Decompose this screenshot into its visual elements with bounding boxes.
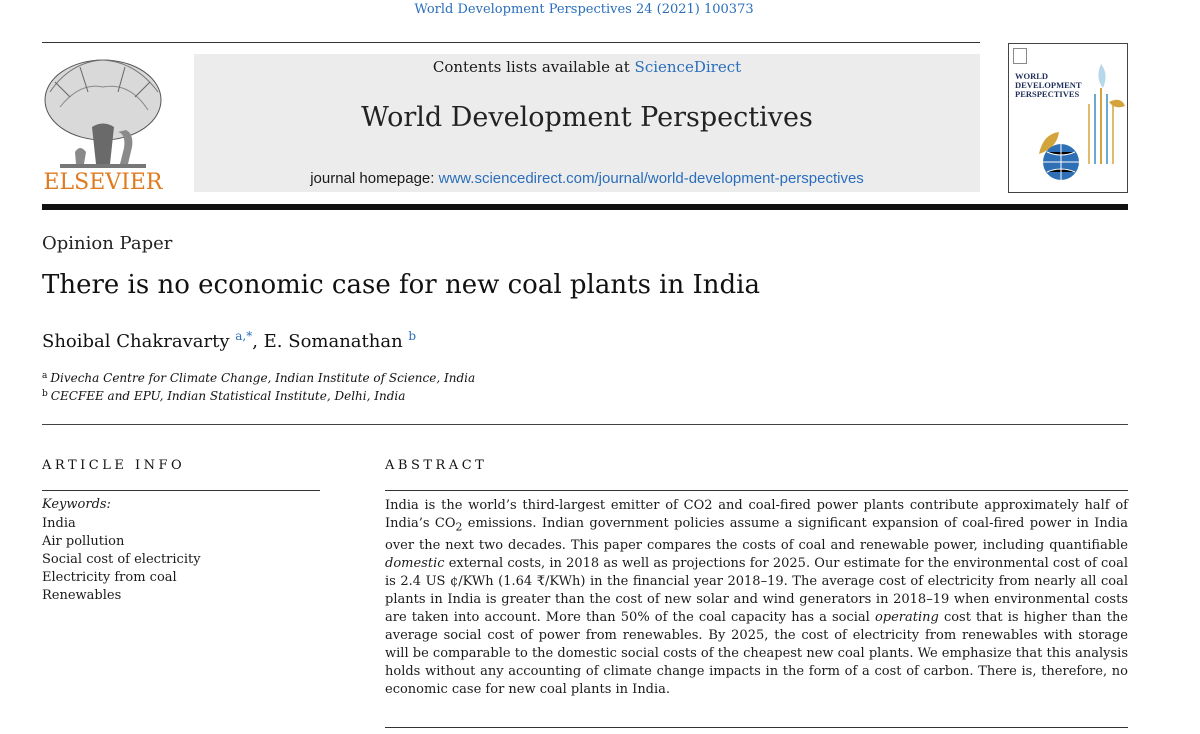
abstract-text (385, 497, 1128, 699)
keywords-label: Keywords: (42, 497, 111, 512)
journal-homepage-link[interactable]: www.sciencedirect.com/journal/world-development-perspectives (438, 170, 864, 187)
keywords-list (42, 515, 201, 605)
article-info-heading: ARTICLE INFO (42, 458, 186, 473)
homepage-line (194, 170, 980, 187)
author-affiliation-mark[interactable]: a,* (235, 329, 253, 343)
cover-title-line-2: DEVELOPMENT (1015, 80, 1082, 90)
contents-prefix: Contents lists available at (432, 58, 635, 76)
journal-title: World Development Perspectives (361, 102, 813, 133)
article-type: Opinion Paper (42, 233, 173, 254)
section-divider (42, 424, 1128, 425)
author-name[interactable]: E. Somanathan (263, 331, 403, 352)
abstract-emphasis: operating (874, 609, 939, 625)
journal-cover-thumbnail[interactable] (1008, 43, 1128, 193)
article-info-rule (42, 490, 320, 491)
cover-globe-plant-icon (1009, 44, 1129, 194)
affiliation-mark: a (42, 371, 48, 381)
sciencedirect-link[interactable]: ScienceDirect (634, 58, 742, 76)
keyword-item: India (42, 516, 76, 531)
elsevier-wordmark: ELSEVIER (43, 170, 163, 195)
abstract-heading: ABSTRACT (385, 458, 488, 473)
journal-citation-link[interactable]: World Development Perspectives 24 (2021) 100373 (414, 2, 754, 17)
author-affiliation-mark[interactable]: b (408, 329, 417, 343)
abstract-emphasis: domestic (385, 555, 445, 571)
affiliation-a (42, 371, 475, 385)
abstract-rule (385, 490, 1128, 491)
affiliation-b (42, 389, 405, 403)
author-name[interactable]: Shoibal Chakravarty (42, 331, 230, 352)
header-thick-divider (42, 204, 1128, 210)
abstract-segment: external costs, in 2018 as well as projections for 2025. Our estimate for the environmental cost of coal is 2.4 US ¢/KWh (1.64 ₹/KWh) in the financial year 2018–19. The average cost of electricity from nearly all coal plants in India is greater than the cost of new solar and wind generators in 2018–19 when environmental costs are taken into account. More than 50% of the coal capacity has a social (385, 555, 1128, 625)
article-title: There is no economic case for new coal plants in India (42, 270, 760, 300)
homepage-prefix: journal homepage: (310, 170, 439, 187)
affiliation-text: CECFEE and EPU, Indian Statistical Institute, Delhi, India (50, 389, 406, 403)
cover-title-line-3: PERSPECTIVES (1015, 89, 1080, 99)
top-divider (42, 42, 980, 43)
abstract-segment: emissions. Indian government policies assume a significant expansion of coal-fired power in India over the next two decades. This paper compares the costs of coal and renewable power, including quantifiable (385, 516, 1128, 553)
abstract-subscript: 2 (455, 520, 463, 534)
keyword-item: Social cost of electricity (42, 552, 201, 567)
abstract-bottom-rule (385, 727, 1128, 728)
cover-title-line-1: WORLD (1015, 71, 1049, 81)
abstract-segment: cost that is higher than the average social cost of power from renewables. By 2025, the cost of electricity from renewables with storage will be comparable to the domestic social costs of the cheapest new coal plants. We emphasize that this analysis holds without any accounting of climate change impacts in the form of a cost of carbon. There is, therefore, no economic case for new coal plants in India. (385, 609, 1129, 697)
contents-line (194, 58, 980, 76)
abstract-segment: India is the world’s third-largest emitter of CO2 and coal-fired power plants contribute approximately half of India’s CO (385, 498, 1128, 531)
author-separator: , (252, 331, 264, 352)
keyword-item: Renewables (42, 588, 122, 603)
keyword-item: Electricity from coal (42, 570, 177, 585)
keyword-item: Air pollution (42, 534, 125, 549)
affiliation-mark: b (42, 389, 48, 399)
affiliation-text: Divecha Centre for Climate Change, Indian Institute of Science, India (50, 371, 476, 385)
author-list (42, 329, 416, 352)
journal-masthead (194, 54, 980, 192)
